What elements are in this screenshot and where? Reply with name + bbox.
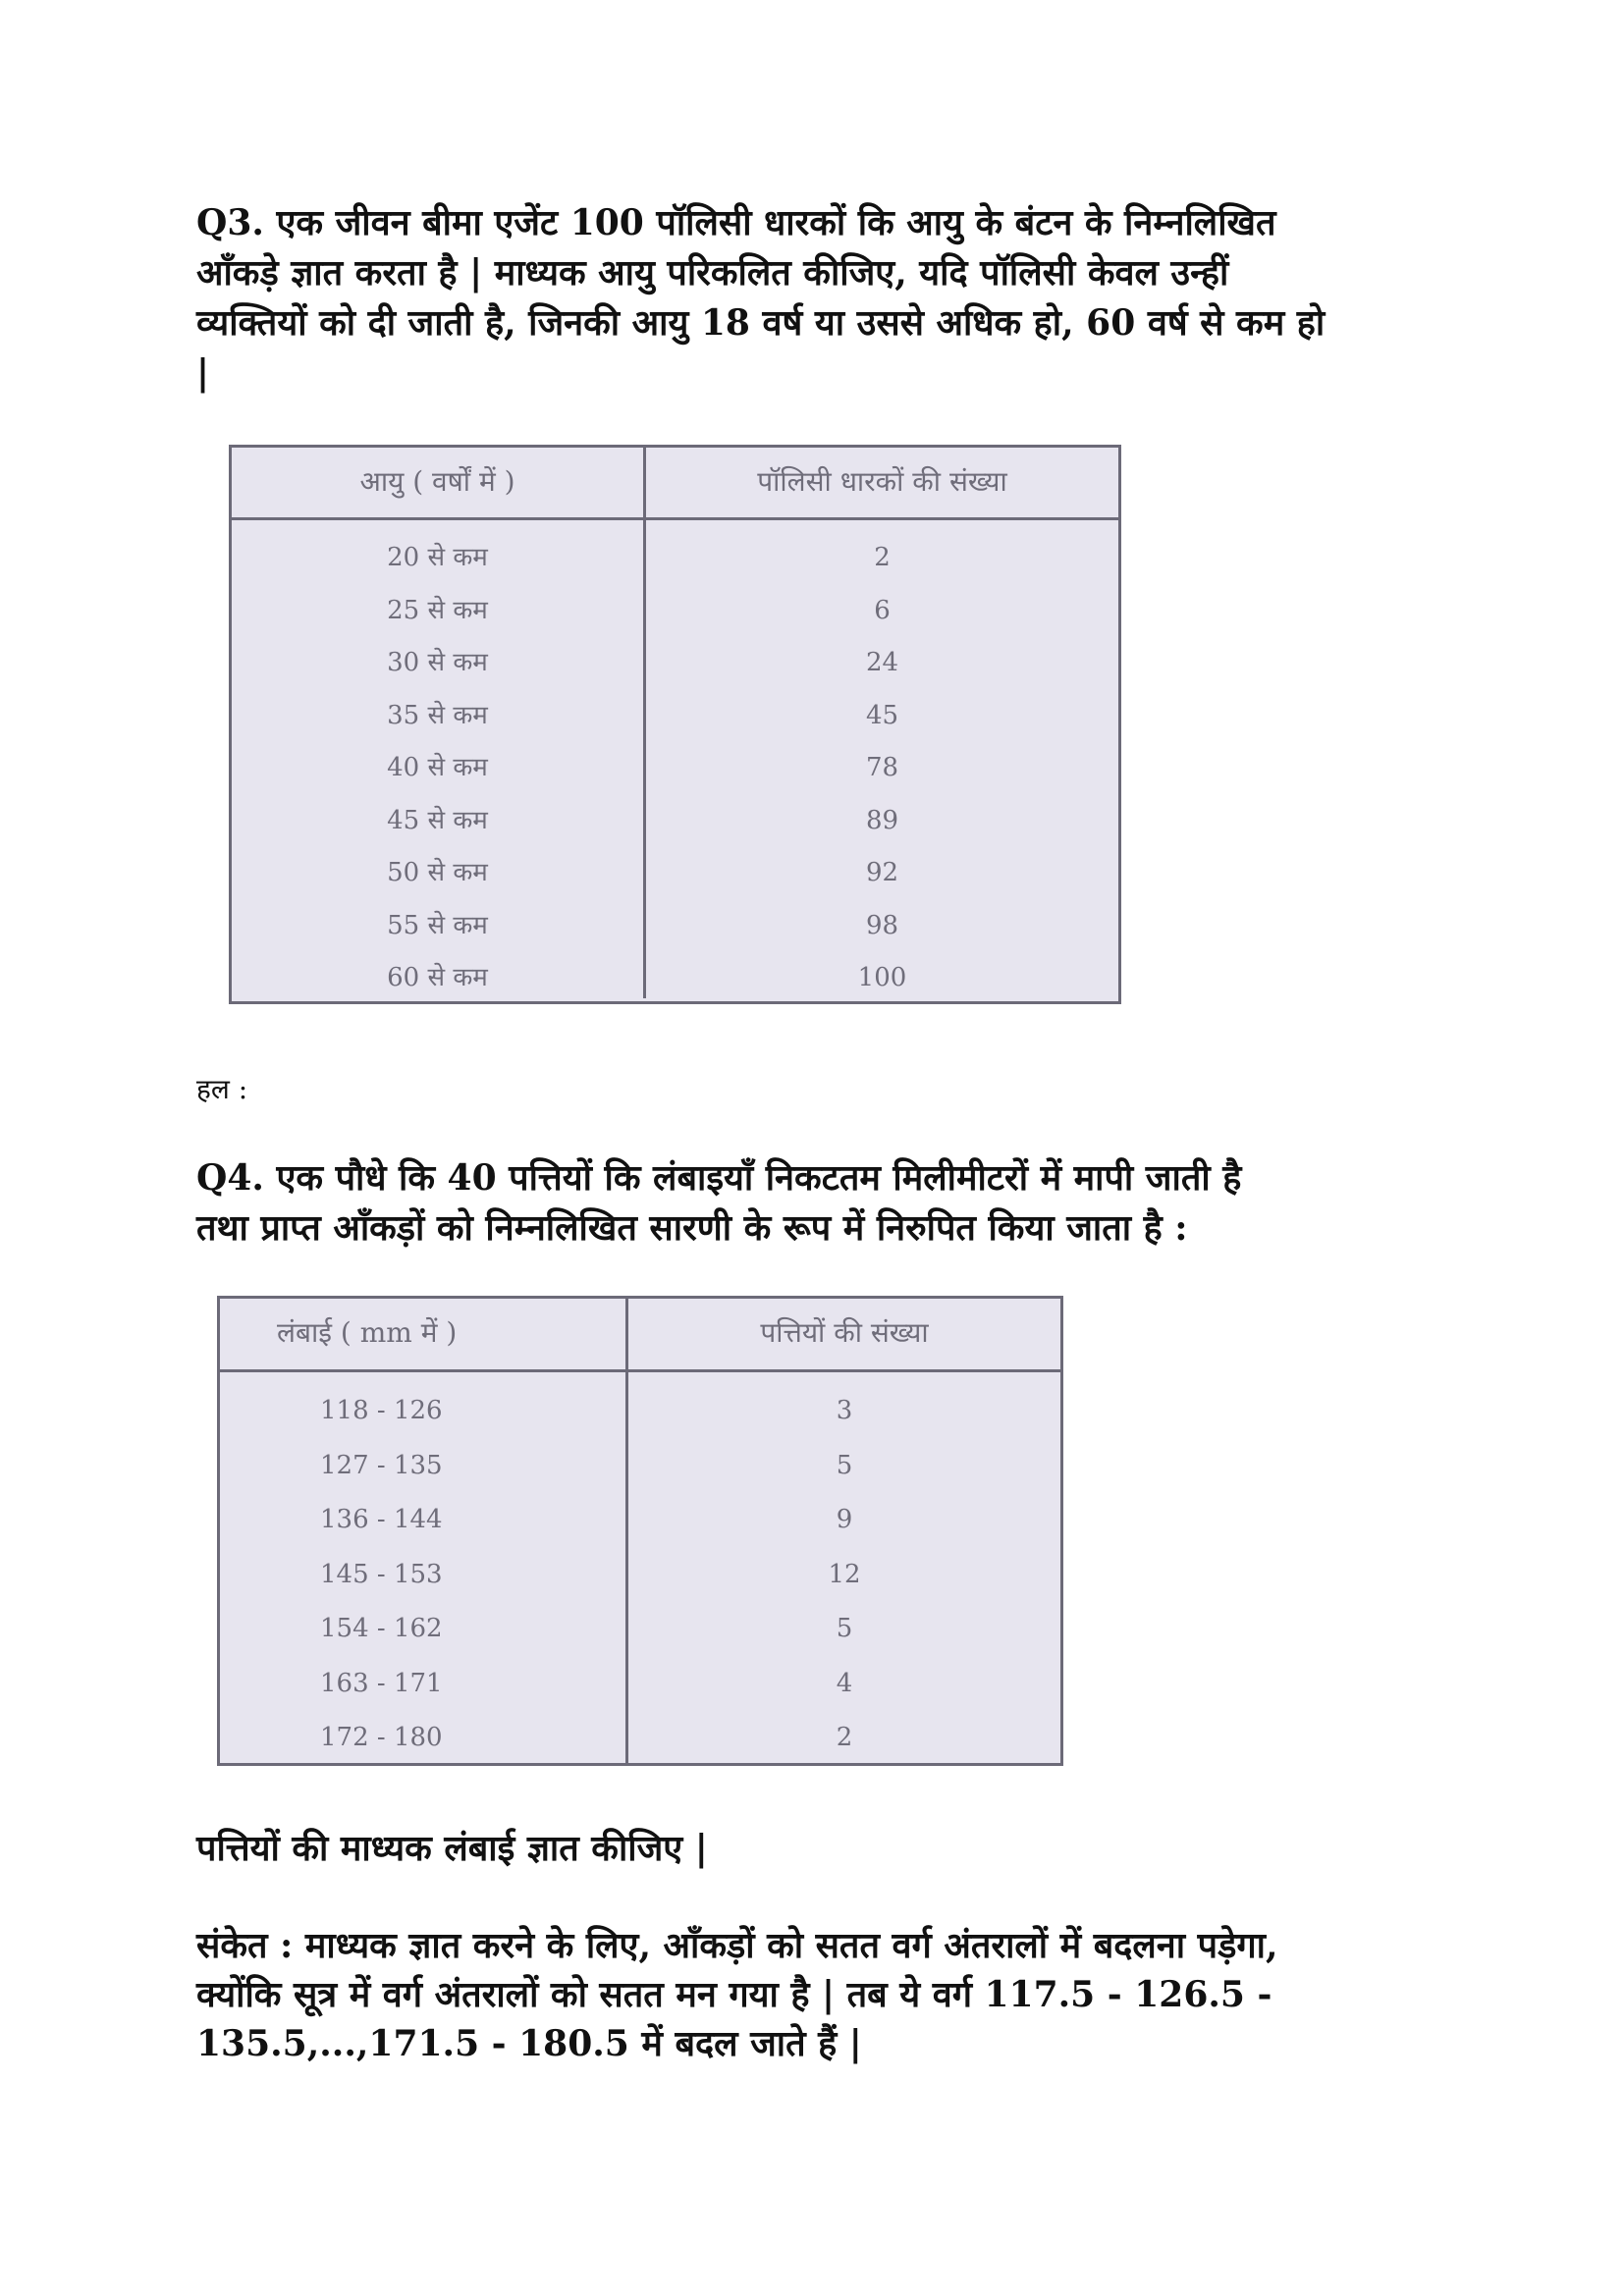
table-cell-length: 118 - 126: [320, 1396, 443, 1425]
table-cell-count: 45: [865, 700, 899, 730]
find-median-question: पत्तियों की माध्यक लंबाई ज्ञात कीजिए |: [196, 1828, 708, 1869]
table-cell-age: 35 से कम: [387, 700, 488, 730]
table-cell-count: 9: [836, 1505, 853, 1534]
table-cell-count: 4: [836, 1668, 853, 1698]
table-cell-count: 2: [874, 543, 891, 572]
hint-paragraph: [196, 1921, 1277, 2068]
solution-label: हल :: [196, 1073, 248, 1105]
question-4: [196, 1153, 1443, 1254]
table-cell-count: 12: [828, 1559, 861, 1589]
table-cell-count: 92: [865, 858, 899, 887]
table-cell-count: 98: [865, 910, 899, 940]
table-cell-count: 3: [836, 1396, 853, 1425]
table-cell-age: 45 से कम: [387, 805, 488, 835]
table-cell-count: 5: [836, 1450, 853, 1480]
table-cell-age: 20 से कम: [387, 543, 488, 572]
table-cell-count: 100: [857, 963, 907, 992]
question-3-line: Q3. एक जीवन बीमा एजेंट 100 पॉलिसी धारकों कि आयु के बंटन के निम्नलिखित: [196, 202, 1276, 243]
table-cell-length: 127 - 135: [320, 1450, 443, 1480]
table-body: [220, 1372, 1060, 1763]
table-header-row: [220, 1299, 1060, 1372]
table-header-row: [232, 448, 1118, 520]
table-cell-age: 50 से कम: [387, 858, 488, 887]
age-distribution-table: [229, 445, 1121, 1004]
table-cell-length: 154 - 162: [320, 1614, 443, 1643]
age-column: [232, 520, 646, 998]
table-cell-count: 2: [836, 1723, 853, 1752]
length-column: [220, 1372, 628, 1763]
question-4-line: Q4. एक पौधे कि 40 पत्तियों कि लंबाइयाँ निकटतम मिलीमीटरों में मापी जाती है: [196, 1157, 1242, 1199]
column-header-leaf-count: पत्तियों की संख्या: [760, 1316, 929, 1349]
table-body: [232, 520, 1118, 998]
question-3: [196, 198, 1443, 399]
table-cell-count: 6: [874, 595, 891, 625]
hint-line: संकेत : माध्यक ज्ञात करने के लिए, आँकड़ों को सतत वर्ग अंतरालों में बदलना पड़ेगा,: [196, 1925, 1278, 1966]
table-cell-age: 30 से कम: [387, 648, 488, 677]
policy-holders-column: [646, 520, 1118, 998]
leaf-length-table: [217, 1296, 1063, 1766]
column-header-length: लंबाई ( mm में ): [220, 1299, 628, 1369]
table-cell-count: 24: [865, 648, 899, 677]
table-cell-length: 163 - 171: [320, 1668, 443, 1698]
table-cell-count: 89: [865, 805, 899, 835]
table-cell-age: 60 से कम: [387, 963, 488, 992]
column-header-policy-holders: पॉलिसी धारकों की संख्या: [757, 465, 1007, 498]
table-cell-age: 25 से कम: [387, 595, 488, 625]
table-cell-count: 78: [865, 753, 899, 782]
table-cell-age: 40 से कम: [387, 753, 488, 782]
column-header-age: आयु ( वर्षों में ): [232, 448, 646, 517]
table-cell-length: 172 - 180: [320, 1723, 443, 1752]
question-4-line: तथा प्राप्त आँकड़ों को निम्नलिखित सारणी के रूप में निरुपित किया जाता है :: [196, 1207, 1188, 1249]
question-3-line: |: [196, 352, 210, 394]
table-cell-count: 5: [836, 1614, 853, 1643]
question-3-line: आँकड़े ज्ञात करता है | माध्यक आयु परिकलित कीजिए, यदि पॉलिसी केवल उन्हीं: [196, 252, 1229, 294]
table-cell-age: 55 से कम: [387, 910, 488, 940]
question-3-line: व्यक्तियों को दी जाती है, जिनकी आयु 18 वर्ष या उससे अधिक हो, 60 वर्ष से कम हो: [196, 302, 1325, 344]
hint-line: क्योंकि सूत्र में वर्ग अंतरालों को सतत मन गया है | तब ये वर्ग 117.5 - 126.5 -: [196, 1974, 1272, 2015]
table-cell-length: 145 - 153: [320, 1559, 443, 1589]
leaf-count-column: [628, 1372, 1060, 1763]
hint-line: 135.5,...,171.5 - 180.5 में बदल जाते हैं |: [196, 2023, 862, 2064]
table-cell-length: 136 - 144: [320, 1505, 443, 1534]
